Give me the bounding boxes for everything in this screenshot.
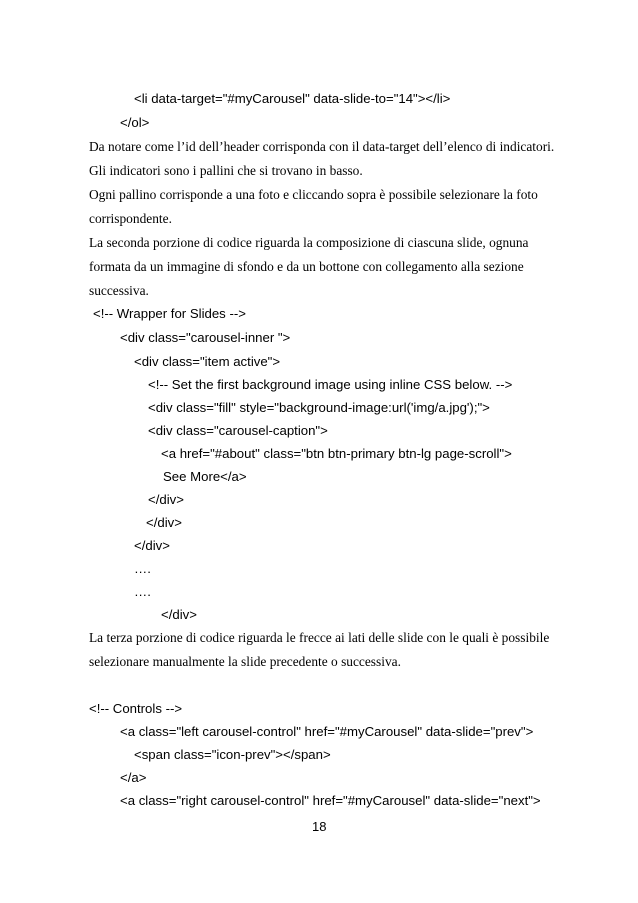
code-line: <!-- Controls --> xyxy=(89,701,183,716)
body-text-line: La terza porzione di codice riguarda le frecce ai lati delle slide con le quali è possibile xyxy=(89,630,550,645)
code-line: <!-- Set the first background image using inline CSS below. --> xyxy=(148,377,513,392)
body-text-line: corrispondente. xyxy=(89,211,172,226)
code-line: <a class="left carousel-control" href="#myCarousel" data-slide="prev"> xyxy=(120,724,534,739)
code-line: <!-- Wrapper for Slides --> xyxy=(93,306,246,321)
code-line: </div> xyxy=(146,515,182,530)
code-line: <li data-target="#myCarousel" data-slide-to="14"></li> xyxy=(134,91,451,106)
code-line: </a> xyxy=(120,770,147,785)
code-line: <a class="right carousel-control" href="#myCarousel" data-slide="next"> xyxy=(120,793,541,808)
code-line: <div class="fill" style="background-image:url('img/a.jpg');"> xyxy=(148,400,490,415)
code-line: See More</a> xyxy=(163,469,247,484)
code-line: …. xyxy=(134,584,151,599)
code-line: <span class="icon-prev"></span> xyxy=(134,747,331,762)
page-number: 18 xyxy=(312,819,327,834)
code-line: </div> xyxy=(148,492,184,507)
body-text-line: Da notare come l’id dell’header corrisponda con il data-target dell’elenco di indicatori. xyxy=(89,139,555,154)
body-text-line: La seconda porzione di codice riguarda la composizione di ciascuna slide, ognuna xyxy=(89,235,529,250)
body-text-line: Ogni pallino corrisponde a una foto e cliccando sopra è possibile selezionare la foto xyxy=(89,187,538,202)
body-text-line: successiva. xyxy=(89,283,149,298)
code-line: <div class="item active"> xyxy=(134,354,281,369)
code-line: <div class="carousel-caption"> xyxy=(148,423,328,438)
body-text-line: formata da un immagine di sfondo e da un bottone con collegamento alla sezione xyxy=(89,259,524,274)
code-line: </ol> xyxy=(120,115,150,130)
code-line: <a href="#about" class="btn btn-primary btn-lg page-scroll"> xyxy=(161,446,512,461)
body-text-line: selezionare manualmente la slide precedente o successiva. xyxy=(89,654,401,669)
body-text-line: Gli indicatori sono i pallini che si trovano in basso. xyxy=(89,163,363,178)
code-line: …. xyxy=(134,561,151,576)
code-line: </div> xyxy=(134,538,170,553)
code-line: </div> xyxy=(161,607,197,622)
code-line: <div class="carousel-inner "> xyxy=(120,330,291,345)
